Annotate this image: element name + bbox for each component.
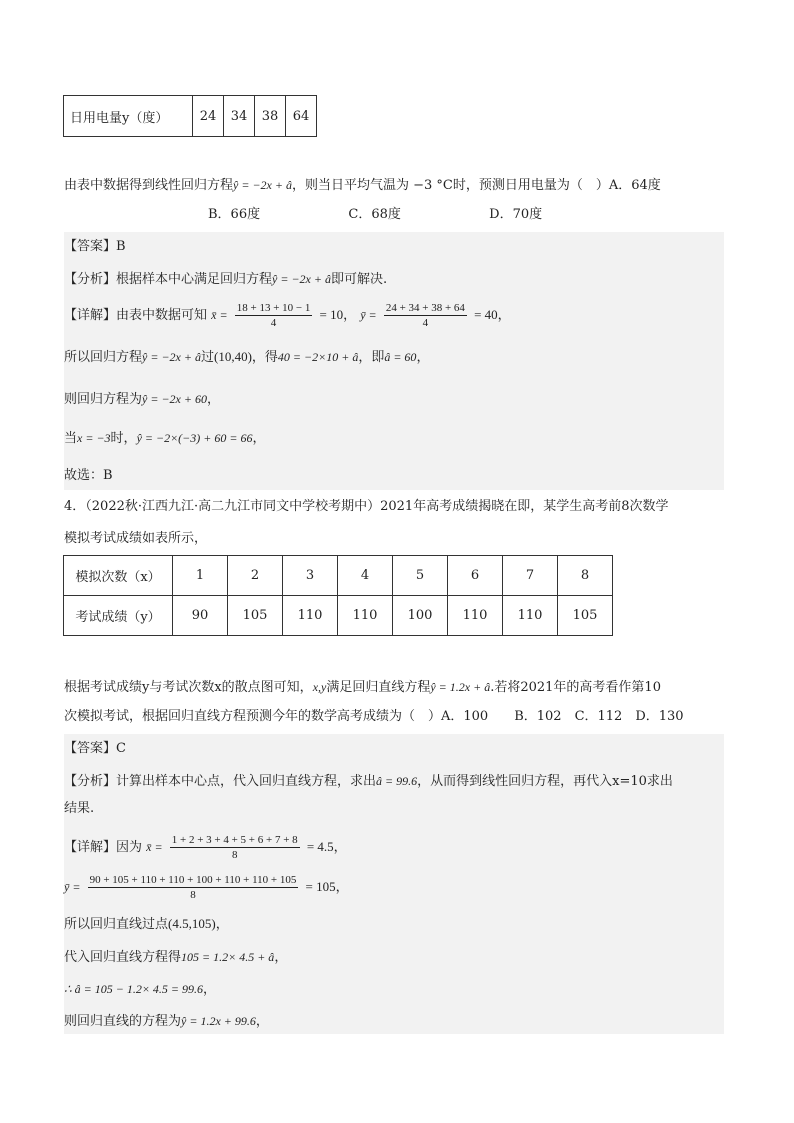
cell: 90 <box>173 596 228 636</box>
equation: ŷ = −2x + â <box>233 178 292 192</box>
ybar: ȳ = <box>360 308 377 322</box>
text: ，即 <box>358 350 385 365</box>
detail-line-2 <box>64 872 724 903</box>
question3-options <box>208 204 794 226</box>
equation: 105 = 1.2× 4.5 + â <box>181 950 275 964</box>
cell: 7 <box>503 556 558 596</box>
detail-text: 【详解】由表中数据可知 <box>64 308 208 323</box>
text: 过 <box>200 350 214 365</box>
numerator: 1 + 2 + 3 + 4 + 5 + 6 + 7 + 8 <box>171 834 298 846</box>
text: 代入回归直线方程得 <box>64 950 182 965</box>
row-label: 日用电量y（度） <box>64 96 193 137</box>
text: 【分析】计算出样本中心点，代入回归直线方程，求出 <box>64 774 377 789</box>
result: = 10， <box>319 307 357 322</box>
cell: 38 <box>255 96 286 137</box>
text: 当 <box>64 431 78 446</box>
question-text: ，则当日平均气温为 −3 °C时，预测日用电量为（ ）A．64度 <box>291 178 661 193</box>
ybar: ȳ = <box>64 880 81 894</box>
text: 则回归直线的方程为 <box>64 1014 182 1029</box>
cell: 100 <box>393 596 448 636</box>
row-label: 模拟次数（x） <box>64 556 173 596</box>
text: .若将2021年的高考看作第10 <box>490 680 661 695</box>
fraction <box>170 833 300 862</box>
cell: 105 <box>228 596 283 636</box>
text: ，从而得到线性回归方程，再代入x=10求出 <box>417 774 673 789</box>
table-row <box>64 556 613 596</box>
fraction <box>384 301 467 330</box>
cell: 6 <box>448 556 503 596</box>
equation: ŷ = 1.2x + â <box>430 680 491 694</box>
cell: 8 <box>558 556 613 596</box>
equation: ŷ = −2x + 60 <box>142 392 207 406</box>
fraction <box>88 873 299 902</box>
cell: 2 <box>228 556 283 596</box>
variables: x,y <box>312 680 327 694</box>
denominator: 4 <box>422 317 429 329</box>
text: ， <box>206 392 220 407</box>
cell: 1 <box>173 556 228 596</box>
cell: 4 <box>338 556 393 596</box>
fraction <box>235 301 313 330</box>
equation: â = 99.6 <box>376 774 418 788</box>
detail-line-6 <box>64 1010 724 1033</box>
equation: 40 = −2×10 + â <box>277 350 359 364</box>
cell: 110 <box>283 596 338 636</box>
xbar: x̄ = <box>211 308 228 322</box>
cell: 64 <box>286 96 317 137</box>
equation: ŷ = −2x + â <box>142 350 201 364</box>
equation: â = 60 <box>384 350 417 364</box>
analysis-line-2: 结果. <box>64 801 95 816</box>
text: 根据考试成绩y与考试次数x的散点图可知， <box>64 680 313 695</box>
point: (10,40) <box>213 349 252 364</box>
text: ， <box>274 950 288 965</box>
equation: ŷ = 1.2x + 99.6 <box>181 1014 256 1028</box>
point: (4.5,105) <box>168 916 216 931</box>
text: 则回归方程为 <box>64 392 143 407</box>
text: ， <box>252 431 266 446</box>
question4-line2: 模拟考试成绩如表所示， <box>64 531 208 546</box>
cell: 5 <box>393 556 448 596</box>
result: = 40， <box>474 307 511 322</box>
detail-line-4 <box>64 946 724 969</box>
choice-line: 故选：B <box>64 468 113 483</box>
detail-line-4 <box>64 427 724 450</box>
denominator: 8 <box>231 849 238 861</box>
equation: x = −3 <box>77 431 111 445</box>
option-b: B．66度 <box>208 207 261 222</box>
question4-para1 <box>64 676 724 699</box>
text: 所以回归直线过点 <box>64 917 169 932</box>
text: 满足回归直线方程 <box>326 680 431 695</box>
answer-line: 【答案】C <box>64 741 126 756</box>
exam-table <box>63 555 613 636</box>
result: = 105， <box>305 879 349 894</box>
analysis-text: 【分析】根据样本中心满足回归方程 <box>64 272 273 287</box>
analysis-text: 即可解决. <box>330 272 388 287</box>
option-c: C．68度 <box>348 207 401 222</box>
cell: 110 <box>448 596 503 636</box>
option-d: D．70度 <box>489 207 543 222</box>
cell: 110 <box>503 596 558 636</box>
text: ，得 <box>251 350 278 365</box>
denominator: 4 <box>270 317 277 329</box>
table-row <box>64 96 317 137</box>
cell: 24 <box>193 96 224 137</box>
detail-line <box>64 832 724 863</box>
text: ， <box>215 917 229 932</box>
cell: 3 <box>283 556 338 596</box>
question4-line1: 4．（2022秋·江西九江·高二九江市同文中学校考期中）2021年高考成绩揭晓在即，某学生高考前8次数学 <box>64 499 669 514</box>
equation: ŷ = −2x + â <box>272 272 331 286</box>
cell: 105 <box>558 596 613 636</box>
detail-line-2 <box>64 346 724 369</box>
question4-para2: 次模拟考试，根据回归直线方程预测今年的数学高考成绩为（ ）A．100 B．102 C．112 D．130 <box>64 709 684 724</box>
xbar: x̄ = <box>146 840 163 854</box>
detail-line-3 <box>64 913 724 936</box>
analysis-line <box>64 268 724 291</box>
detail-line <box>64 300 724 331</box>
cell: 110 <box>338 596 393 636</box>
question-text: 由表中数据得到线性回归方程 <box>64 178 234 193</box>
detail-line-3 <box>64 388 724 411</box>
answer-line: 【答案】B <box>64 239 126 254</box>
row-label: 考试成绩（y） <box>64 596 173 636</box>
electricity-table <box>63 95 317 137</box>
equation: ŷ = −2×(−3) + 60 = 66 <box>136 431 253 445</box>
question3-text <box>64 174 724 197</box>
detail-line-5 <box>64 978 724 1001</box>
cell: 34 <box>224 96 255 137</box>
numerator: 18 + 13 + 10 − 1 <box>236 302 311 314</box>
text: 所以回归方程 <box>64 350 143 365</box>
analysis-line <box>64 770 724 793</box>
result: = 4.5， <box>306 839 347 854</box>
text: ， <box>203 982 217 997</box>
text: 【详解】因为 <box>64 840 143 855</box>
text: ， <box>416 350 430 365</box>
denominator: 8 <box>190 889 196 901</box>
numerator: 90 + 105 + 110 + 110 + 100 + 110 + 110 + 105 <box>89 874 297 886</box>
table-row <box>64 596 613 636</box>
equation: ∴ â = 105 − 1.2× 4.5 = 99.6 <box>64 982 204 996</box>
numerator: 24 + 34 + 38 + 64 <box>385 302 465 314</box>
text: 时， <box>110 431 137 446</box>
text: ， <box>255 1014 269 1029</box>
